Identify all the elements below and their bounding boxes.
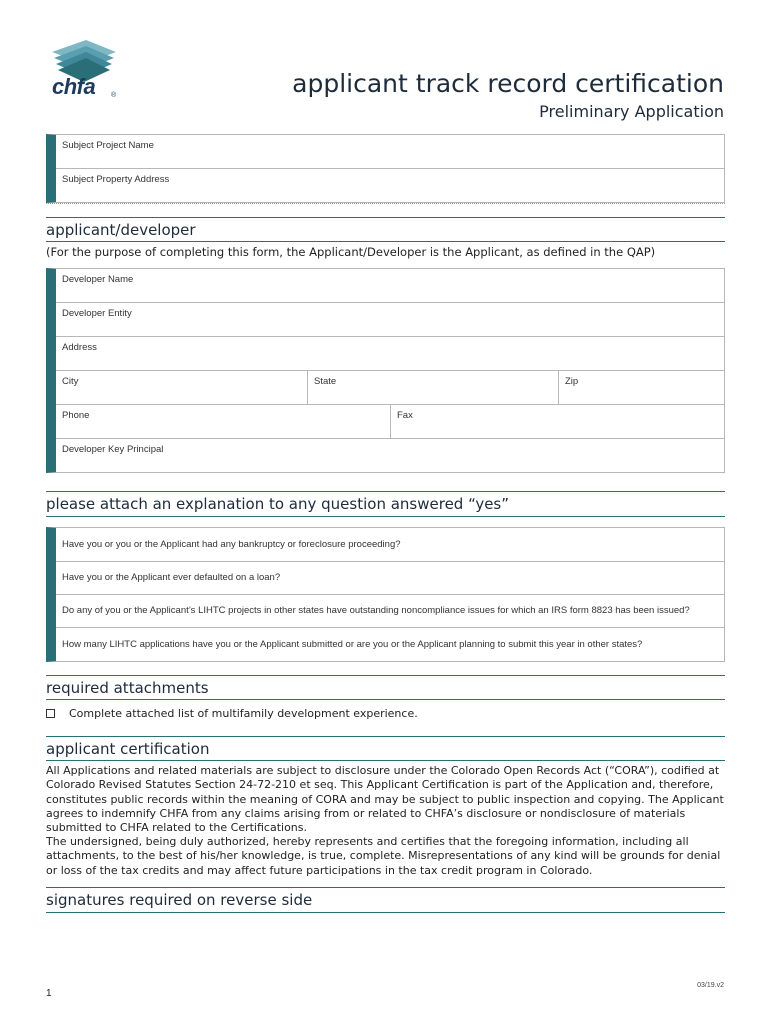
phone-fax-row [56, 405, 724, 439]
city-field[interactable] [56, 371, 307, 404]
attachment-checkbox[interactable] [46, 709, 55, 718]
subject-project-name-field[interactable] [56, 135, 724, 168]
city-state-zip-row [56, 371, 724, 405]
question-noncompliance: Do any of you or the Applicant’s LIHTC projects in other states have outstanding noncompliance issues for which an IRS form 8823 has been issued? [62, 605, 690, 617]
developer-name-field[interactable] [56, 269, 724, 302]
question-lihtc-applications: How many LIHTC applications have you or the Applicant submitted or are you or the Applicant planning to submit this year in other states? [62, 638, 643, 650]
developer-key-principal-row [56, 439, 724, 472]
page-subtitle: Preliminary Application [539, 102, 724, 121]
developer-name-row [56, 269, 724, 303]
questions-box [46, 527, 725, 662]
developer-entity-label: Developer Entity [62, 308, 132, 319]
question-row[interactable] [56, 562, 724, 595]
developer-entity-row [56, 303, 724, 337]
city-label: City [62, 376, 79, 387]
address-label: Address [62, 342, 97, 353]
question-default: Have you or the Applicant ever defaulted on a loan? [62, 572, 281, 584]
address-row [56, 337, 724, 371]
zip-field[interactable] [558, 371, 724, 404]
applicant-developer-note: (For the purpose of completing this form, the Applicant/Developer is the Applicant, as defined in the QAP) [46, 245, 656, 259]
subject-project-name-row [56, 135, 724, 169]
required-attachments-heading: required attachments [46, 675, 725, 700]
page-title: applicant track record certification [292, 69, 724, 98]
subject-property-address-label: Subject Property Address [62, 174, 170, 185]
question-bankruptcy: Have you or you or the Applicant had any bankruptcy or foreclosure proceeding? [62, 538, 401, 550]
project-box [46, 134, 725, 203]
fax-label: Fax [397, 410, 413, 421]
applicant-certification-heading: applicant certification [46, 736, 725, 761]
subject-project-name-label: Subject Project Name [62, 140, 154, 151]
questions-heading: please attach an explanation to any question answered “yes” [46, 491, 725, 517]
address-field[interactable] [56, 337, 724, 370]
subject-property-address-field[interactable] [56, 169, 724, 202]
applicant-developer-heading: applicant/developer [46, 217, 725, 242]
attachment-item-label: Complete attached list of multifamily development experience. [69, 707, 418, 720]
fax-field[interactable] [390, 405, 724, 438]
certification-paragraph-attestation: The undersigned, being duly authorized, hereby represents and certifies that the foregoing information, including all attachments, to the best of his/her knowledge, is true, complete. Misrepresentations of any kind will be grounds for denial or loss of the tax credits and may affect future participations in the tax credit program in Colorado. [46, 835, 721, 877]
signatures-heading: signatures required on reverse side [46, 887, 725, 913]
phone-field[interactable] [56, 405, 390, 438]
state-field[interactable] [307, 371, 558, 404]
form-version: 03/19.v2 [697, 982, 724, 989]
logo-registered-mark: ® [111, 92, 117, 99]
question-row[interactable] [56, 628, 724, 661]
divider [46, 203, 725, 204]
phone-label: Phone [62, 410, 90, 421]
developer-box [46, 268, 725, 473]
attachment-checklist-item [46, 707, 418, 720]
developer-name-label: Developer Name [62, 274, 134, 285]
question-row[interactable] [56, 595, 724, 628]
logo-wordmark: chfa [52, 74, 96, 99]
certification-paragraph-cora: All Applications and related materials are subject to disclosure under the Colorado Open Records Act (“CORA”), codified at Colorado Revised Statutes Section 24-72-210 et seq. This Applicant Certification is part of the Application and, therefore, constitutes public records within the meaning of CORA and may be subject to public inspection and copying. The Applicant agrees to indemnify CHFA from any claims arising from or related to CHFA’s disclosure or nondisclosure of materials submitted to CHFA related to the Certifications. [46, 764, 724, 835]
developer-key-principal-field[interactable] [56, 439, 724, 472]
question-row[interactable] [56, 528, 724, 562]
developer-key-principal-label: Developer Key Principal [62, 444, 164, 455]
page-number: 1 [46, 988, 52, 999]
subject-property-address-row [56, 169, 724, 202]
developer-entity-field[interactable] [56, 303, 724, 336]
state-label: State [314, 376, 337, 387]
zip-label: Zip [565, 376, 579, 387]
